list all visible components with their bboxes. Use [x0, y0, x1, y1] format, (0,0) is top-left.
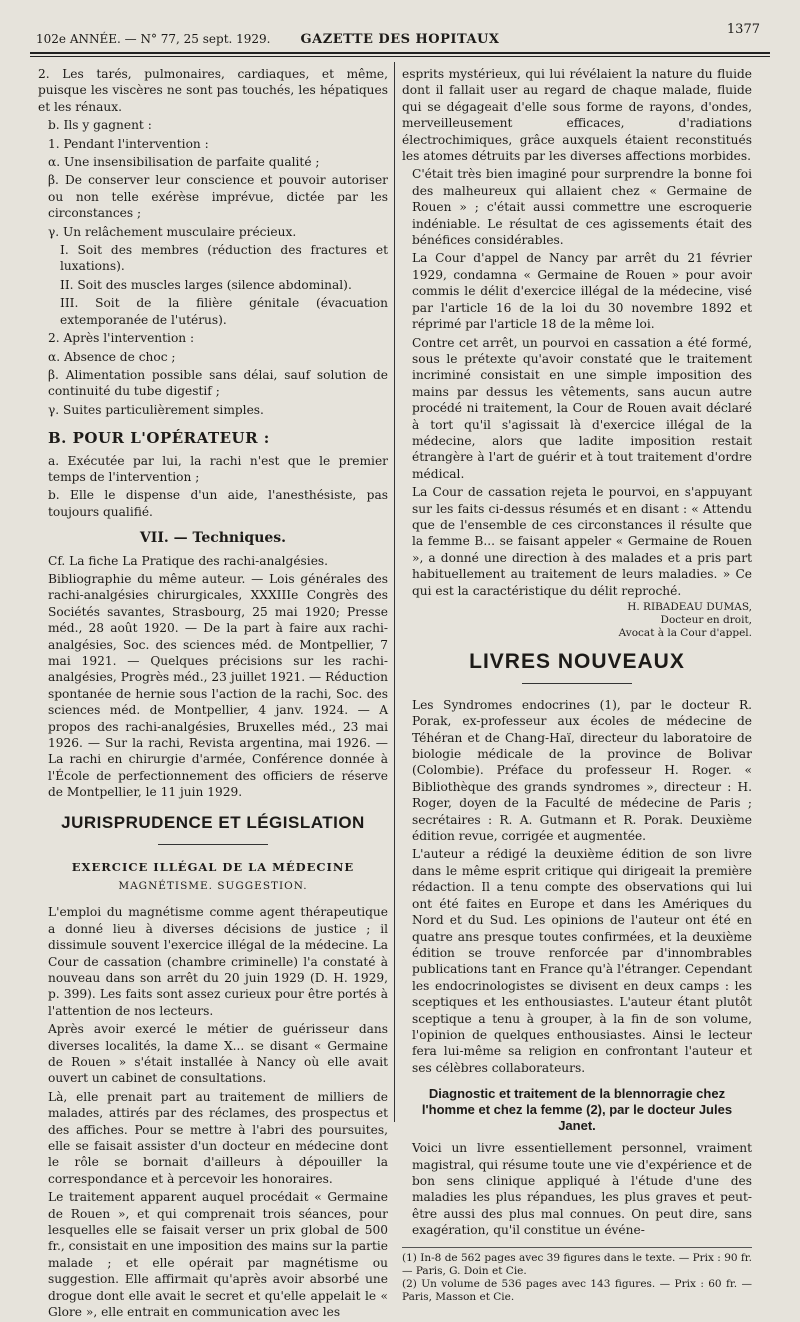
paragraph: Là, elle prenait part au traitement de milliers de malades, attirés par des réclames, des prospectus et des affiches. Pour se mettre à l'abri des poursuites, elle se faisait assister d'un docteur en médecine dont le rôle se bornait d'ailleurs à dépouiller la correspondance et à percevoir les honoraires. — [48, 1089, 388, 1186]
text-line: Cf. La fiche La Pratique des rachi-analgésies. — [48, 553, 329, 568]
paragraph: esprits mystérieux, qui lui révélaient la nature du fluide dont il fallait user au regard de chaque malade, fluide qui se dégageait d'elle sous forme de rayons, d'ondes, merveilleusement efficaces, d'radiations électrochimiques, grâce auxquels étaient reconstitués les atomes détruits par les diverses affections morbides. — [402, 67, 752, 164]
paragraph: La Cour de cassation rejeta le pourvoi, en s'appuyant sur les faits ci-dessus résumés et en disant : « Attendu que de l'ensemble de ces circonstances il résulte que la femme B... se faisant appeler « Germaine de Rouen », a donné une direction à des malades et a pris part habituellement au traitement de leurs maladies. » Ce qui est la caractéristique du délit reproché. — [412, 485, 752, 598]
book-title: Diagnostic et traitement de la blennorragie chez l'homme et chez la femme (2), par le docteur Jules Janet. — [421, 1086, 733, 1134]
signature-role: Avocat à la Cour d'appel. — [618, 627, 752, 639]
header-rule-thin — [30, 56, 770, 57]
text-line: 2. Après l'intervention : — [48, 331, 195, 346]
header-rule — [30, 52, 770, 54]
issue-info: 102e ANNÉE. — N° 77, 25 sept. 1929. — [36, 32, 271, 46]
text-line: III. Soit de la filière génitale (évacuation extemporanée de l'utérus). — [60, 296, 388, 327]
section-title-jurisprudence: JURISPRUDENCE ET LÉGISLATION — [61, 812, 365, 832]
article-subtitle: MAGNÉTISME. SUGGESTION. — [118, 879, 308, 892]
title-rule — [402, 672, 752, 688]
footnotes — [402, 1247, 752, 1304]
text-line: I. Soit des membres (réduction des fractures et luxations). — [60, 243, 388, 274]
article-title: EXERCICE ILLÉGAL DE LA MÉDECINE — [71, 860, 355, 875]
section-heading-operator: B. POUR L'OPÉRATEUR : — [48, 429, 270, 448]
page-number: 1377 — [726, 22, 760, 37]
publication-title: GAZETTE DES HOPITAUX — [300, 32, 500, 47]
paragraph: Les Syndromes endocrines (1), par le docteur R. Porak, ex-professeur aux écoles de médecine de Téhéran et de Chang-Haï, directeur du laboratoire de biologie médicale de la province de Bolivar (Colombie). Préface du professeur H. Roger. « Bibliothèque des grands syndromes », directeur : H. Roger, doyen de la Faculté de médecine de Paris ; secrétaires : R. A. Gutmann et R. Porak. Deuxième édition revue, corrigée et augmentée. — [412, 697, 752, 844]
text-line: β. De conserver leur conscience et pouvoir autoriser ou non telle exérèse imprévue, dictée par les circonstances ; — [48, 173, 388, 221]
signature-role: Docteur en droit, — [660, 614, 752, 626]
page-header — [28, 18, 772, 46]
paragraph: La Cour d'appel de Nancy par arrêt du 21 février 1929, condamna « Germaine de Rouen » pour avoir commis le délit d'exercice illégal de la médecine, visé par l'article 16 de la loi du 30 novembre 1892 et réprimé par l'article 18 de la même loi. — [412, 251, 752, 332]
text-line: γ. Suites particulièrement simples. — [48, 402, 264, 417]
paragraph: L'emploi du magnétisme comme agent thérapeutique a donné lieu à diverses décisions de justice ; il dissimule souvent l'exercice illégal de la médecine. La Cour de cassation (chambre criminelle) l'a constaté à nouveau dans son arrêt du 20 juin 1929 (D. H. 1929, p. 399). Les faits sont assez curieux pour être portés à l'attention de nos lecteurs. — [48, 905, 388, 1018]
paragraph: C'était très bien imaginé pour surprendre la bonne foi des malheureux qui allaient chez « Germaine de Rouen » ; c'était aussi commettre une escroquerie indéniable. Le résultat de ces agissements était des bénéfices considérables. — [412, 167, 752, 248]
paragraph: L'auteur a rédigé la deuxième édition de son livre dans le même esprit critique qui dirigeait la première rédaction. Il a tenu compte des observations qui lui ont été faites en Europe et dans les Amériques du Nord et du Sud. Les opinions de l'auteur ont été en quatre ans presque toutes confirmées, et la deuxième édition se trouve renforcée par d'innombrables publications tant en France qu'à l'étranger. Cependant les endocrinologistes se divisent en deux camps : les sceptiques et les enthousiastes. L'auteur étant plutôt sceptique a tenu à grouper, à la fin de son volume, l'opinion de quelques enthousiastes. Ainsi le lecteur fera lui-même sa religion en confrontant l'auteur et ses célèbres collaborateurs. — [412, 847, 752, 1075]
paragraph: Contre cet arrêt, un pourvoi en cassation a été formé, sous le prétexte qu'avoir constaté que le traitement incriminé consistait en une simple imposition des mains par dessus les vêtements, sans aucun autre procédé ni traitement, la Cour de Rouen avait déclaré à tort qu'il s'agissait là d'exercice illégal de la médecine, alors que ladite imposition restait étrangère à l'art de guérir et à tout traitement d'ordre médical. — [412, 335, 752, 481]
signature-name: H. RIBADEAU DUMAS, — [627, 601, 752, 613]
signature-block — [402, 601, 752, 640]
text-line: a. Exécutée par lui, la rachi n'est que le premier temps de l'intervention ; — [48, 453, 388, 484]
section-heading-techniques: VII. — Techniques. — [139, 530, 287, 547]
left-column — [38, 66, 388, 1322]
bibliography: Bibliographie du même auteur. — Lois générales des rachi-analgésies chirurgicales, XXXIIIe Congrès des Sociétés savantes, Strasbourg, 25 mai 1920; Presse méd., 28 août 1920. — De la part à faire aux rachi-analgésies, Soc. des sciences méd. de Montpellier, 7 mai 1921. — Quelques précisions sur les rachi-analgésies, Progrès méd., 23 juillet 1921. — Réduction spontanée de hernie sous l'action de la rachi, Soc. des sciences méd. de Montpellier, 4 janv. 1924. — A propos des rachi-analgésies, Bruxelles méd., 23 mai 1926. — Sur la rachi, Revista argentina, mai 1926. — La rachi en chirurgie d'armée, Conférence donnée à l'École de perfectionnement des officiers de réserve de Montpellier, le 11 juin 1929. — [48, 571, 388, 800]
text-line: b. Ils y gagnent : — [48, 118, 152, 133]
footnote: (2) Un volume de 536 pages avec 143 figures. — Prix : 60 fr. — Paris, Masson et Cie. — [402, 1277, 752, 1303]
title-rule — [38, 833, 388, 849]
text-line: II. Soit des muscles larges (silence abdominal). — [60, 277, 352, 292]
text-line: γ. Un relâchement musculaire précieux. — [48, 224, 297, 239]
text-line: α. Absence de choc ; — [48, 349, 176, 364]
text-line: 2. Les tarés, pulmonaires, cardiaques, et même, puisque les viscères ne sont pas touchés, les hépatiques et les rénaux. — [38, 67, 388, 114]
footnote: (1) In-8 de 562 pages avec 39 figures dans le texte. — Prix : 90 fr. — Paris, G. Doin et Cie. — [402, 1251, 752, 1277]
section-title-books: LIVRES NOUVEAUX — [469, 650, 685, 673]
column-divider — [394, 62, 395, 1122]
right-column — [402, 66, 752, 1304]
text-line: β. Alimentation possible sans délai, sauf solution de continuité du tube digestif ; — [48, 367, 388, 399]
text-line: α. Une insensibilisation de parfaite qualité ; — [48, 155, 320, 170]
paragraph: Voici un livre essentiellement personnel, vraiment magistral, qui résume toute une vie d'expérience et de bon sens clinique appliqué à l'étude d'une des maladies les plus répandues, les plus graves et peut-être aussi des plus mal connues. On peut dire, sans exagération, qu'il constitue un événe- — [412, 1141, 752, 1238]
paragraph: Le traitement apparent auquel procédait « Germaine de Rouen », et qui comprenait trois séances, pour lesquelles elle se faisait verser un prix global de 500 fr., consistait en une imposition des mains sur la partie malade ; et elle opérait par magnétisme ou suggestion. Elle affirmait qu'après avoir absorbé une drogue dont elle avait le secret et qu'elle appelait le « Glore », elle entrait en communication avec les — [48, 1190, 388, 1320]
text-line: 1. Pendant l'intervention : — [48, 136, 209, 151]
text-line: b. Elle le dispense d'un aide, l'anesthésiste, pas toujours qualifié. — [48, 488, 388, 519]
paragraph: Après avoir exercé le métier de guérisseur dans diverses localités, la dame X... se disant « Germaine de Rouen » s'était installée à Nancy où elle avait ouvert un cabinet de consultations. — [48, 1022, 388, 1086]
